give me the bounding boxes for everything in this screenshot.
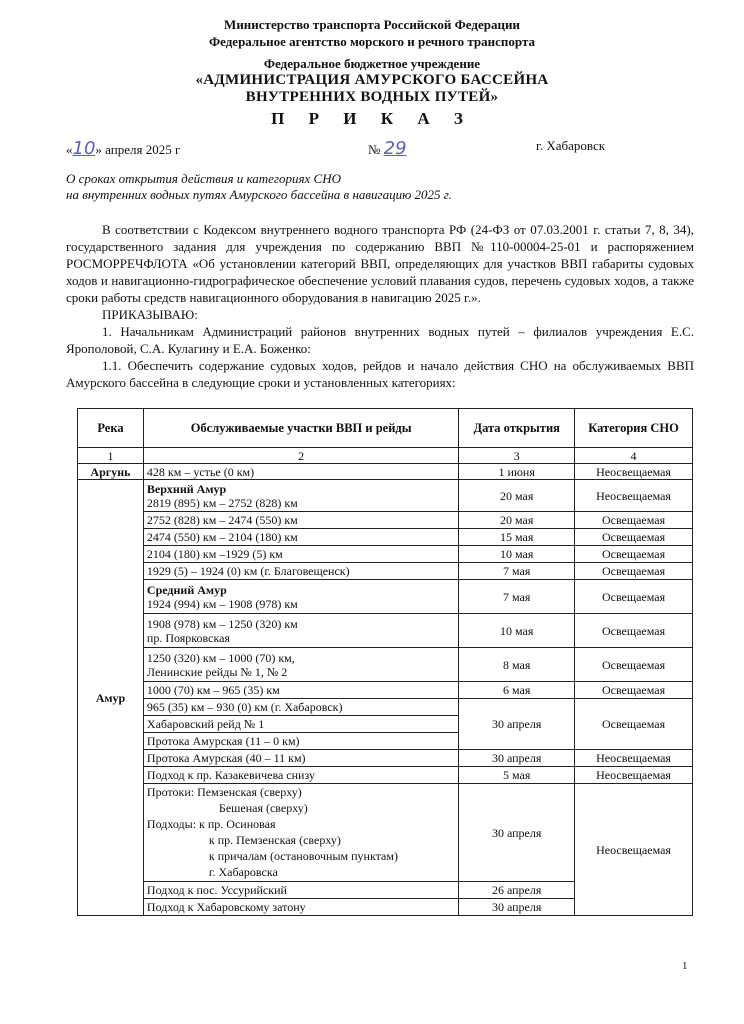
date-cell: 30 апреля bbox=[459, 750, 575, 767]
section-cell bbox=[143, 580, 458, 614]
channels-line: к причалам (остановочным пунктам) bbox=[208, 849, 398, 863]
date-cell: 30 апреля bbox=[459, 784, 575, 882]
upper-amur-title: Верхний Амур bbox=[146, 481, 227, 496]
order-body bbox=[66, 221, 694, 391]
section-cell: Подход к Хабаровскому затону bbox=[143, 899, 458, 916]
table-row bbox=[78, 580, 693, 614]
table-row bbox=[78, 480, 693, 512]
col-num-4: 4 bbox=[575, 448, 693, 464]
table-row bbox=[78, 648, 693, 682]
category-cell: Освещаемая bbox=[575, 682, 693, 699]
institution-type: Федеральное бюджетное учреждение bbox=[263, 56, 481, 71]
river-argun: Аргунь bbox=[78, 464, 144, 480]
date-cell: 10 мая bbox=[459, 614, 575, 648]
category-cell: Неосвещаемая bbox=[575, 480, 693, 512]
table-row bbox=[78, 784, 693, 882]
section-cell: Хабаровский рейд № 1 bbox=[143, 716, 458, 733]
table-row bbox=[78, 464, 693, 480]
col-num-2: 2 bbox=[143, 448, 458, 464]
section-cell bbox=[143, 614, 458, 648]
section-cell: 2104 (180) км –1929 (5) км bbox=[143, 546, 458, 563]
number-prefix: № bbox=[368, 142, 381, 157]
navigation-schedule-table bbox=[77, 408, 693, 916]
channels-line: г. Хабаровска bbox=[208, 865, 278, 879]
category-cell: Неосвещаемая bbox=[575, 464, 693, 480]
section-cell bbox=[143, 480, 458, 512]
handwritten-number: 29 bbox=[383, 138, 407, 159]
section-cell: 965 (35) км – 930 (0) км (г. Хабаровск) bbox=[143, 699, 458, 716]
category-cell: Освещаемая bbox=[575, 529, 693, 546]
date-cell: 7 мая bbox=[459, 563, 575, 580]
header-category: Категория СНО bbox=[575, 409, 693, 448]
col-num-1: 1 bbox=[78, 448, 144, 464]
section-text: Ленинские рейды № 1, № 2 bbox=[146, 664, 288, 679]
date-cell: 30 апреля bbox=[459, 899, 575, 916]
date-cell: 6 мая bbox=[459, 682, 575, 699]
subject-line1: О сроках открытия действия и категориях СНО bbox=[66, 171, 341, 186]
section-cell: 2752 (828) км – 2474 (550) км bbox=[143, 512, 458, 529]
order-date bbox=[66, 138, 180, 159]
section-cell: Протока Амурская (40 – 11 км) bbox=[143, 750, 458, 767]
order-number bbox=[368, 138, 407, 159]
institution-name-line2: ВНУТРЕННИХ ВОДНЫХ ПУТЕЙ» bbox=[245, 89, 499, 105]
institution-name-line1: «АДМИНИСТРАЦИЯ АМУРСКОГО БАССЕЙНА bbox=[195, 72, 549, 88]
table-row bbox=[78, 699, 693, 716]
handwritten-day: 10 bbox=[72, 138, 96, 159]
section-text: 1924 (994) км – 1908 (978) км bbox=[146, 596, 298, 611]
category-cell: Неосвещаемая bbox=[575, 750, 693, 767]
order-city: г. Хабаровск bbox=[536, 138, 606, 153]
header-date: Дата открытия bbox=[459, 409, 575, 448]
item-1-1: 1.1. Обеспечить содержание судовых ходов, рейдов и начало действия СНО на обслуживаемых ВВП Амурского бассейна в следующие сроки и установленных категориях: bbox=[66, 358, 694, 390]
subject-line2: на внутренних водных путях Амурского бассейна в навигацию 2025 г. bbox=[66, 187, 452, 202]
date-cell: 30 апреля bbox=[459, 699, 575, 750]
section-cell bbox=[143, 784, 458, 882]
table-row bbox=[78, 750, 693, 767]
institution-name bbox=[0, 72, 744, 106]
item-1: 1. Начальникам Администраций районов внутренних водных путей – филиалов учреждения Е.С. Ярополовой, С.А. Кулагину и Е.А. Боженко: bbox=[66, 324, 694, 356]
section-text: пр. Поярковская bbox=[146, 630, 230, 645]
category-cell: Неосвещаемая bbox=[575, 784, 693, 916]
channels-line: к пр. Пемзенская (сверху) bbox=[208, 833, 341, 847]
date-rest: » апреля 2025 г bbox=[95, 142, 181, 157]
date-cell: 7 мая bbox=[459, 580, 575, 614]
ministry-name: Министерство транспорта Российской Федерации bbox=[224, 17, 520, 32]
section-cell: Протока Амурская (11 – 0 км) bbox=[143, 733, 458, 750]
section-cell: Подход к пос. Уссурийский bbox=[143, 882, 458, 899]
category-cell: Освещаемая bbox=[575, 614, 693, 648]
preamble-paragraph: В соответствии с Кодексом внутреннего водного транспорта РФ (24-ФЗ от 07.03.2001 г. статьи 7, 8, 34), государственного задания для учреждения по содержанию ВВП №110-00004-25-01 и распоряжением РОСМОРРЕЧФЛОТА «Об установлении категорий ВВП, определяющих для участков ВВП габариты судовых ходов и навигационно-гидрографическое обеспечение условий плавания судов, перечень судовых ходов, а также сроки работы средств навигационного оборудования в навигацию 2025 г.». bbox=[66, 222, 694, 305]
date-cell: 20 мая bbox=[459, 512, 575, 529]
table-row bbox=[78, 529, 693, 546]
category-cell: Неосвещаемая bbox=[575, 767, 693, 784]
section-cell: Подход к пр. Казакевичева снизу bbox=[143, 767, 458, 784]
section-text: 1908 (978) км – 1250 (320) км bbox=[146, 616, 298, 631]
category-cell: Освещаемая bbox=[575, 699, 693, 750]
section-text: 1250 (320) км – 1000 (70) км, bbox=[146, 650, 295, 665]
channels-line: Подходы: к пр. Осиновая bbox=[146, 817, 276, 831]
table-row bbox=[78, 563, 693, 580]
header-river: Река bbox=[78, 409, 144, 448]
table-row bbox=[78, 682, 693, 699]
section-cell: 1000 (70) км – 965 (35) км bbox=[143, 682, 458, 699]
header-section: Обслуживаемые участки ВВП и рейды bbox=[143, 409, 458, 448]
column-number-row bbox=[78, 448, 693, 464]
category-cell: Освещаемая bbox=[575, 546, 693, 563]
date-cell: 10 мая bbox=[459, 546, 575, 563]
table-header-row bbox=[78, 409, 693, 448]
document-type: П Р И К А З bbox=[271, 109, 473, 128]
table-row bbox=[78, 546, 693, 563]
section-cell: 2474 (550) км – 2104 (180) км bbox=[143, 529, 458, 546]
col-num-3: 3 bbox=[459, 448, 575, 464]
date-cell: 8 мая bbox=[459, 648, 575, 682]
category-cell: Освещаемая bbox=[575, 512, 693, 529]
category-cell: Освещаемая bbox=[575, 580, 693, 614]
agency-name: Федеральное агентство морского и речного транспорта bbox=[208, 34, 536, 49]
category-cell: Освещаемая bbox=[575, 648, 693, 682]
middle-amur-title: Средний Амур bbox=[146, 582, 227, 597]
section-cell: 1929 (5) – 1924 (0) км (г. Благовещенск) bbox=[143, 563, 458, 580]
section-cell bbox=[143, 648, 458, 682]
order-word: ПРИКАЗЫВАЮ: bbox=[102, 307, 198, 322]
section-text: 2819 (895) км – 2752 (828) км bbox=[146, 495, 298, 510]
channels-line: Бешеная (сверху) bbox=[218, 801, 308, 815]
river-amur: Амур bbox=[78, 480, 144, 916]
table-row bbox=[78, 512, 693, 529]
date-cell: 15 мая bbox=[459, 529, 575, 546]
date-cell: 1 июня bbox=[459, 464, 575, 480]
date-cell: 26 апреля bbox=[459, 882, 575, 899]
date-cell: 5 мая bbox=[459, 767, 575, 784]
page-number: 1 bbox=[682, 960, 688, 972]
channels-line: Протоки: Пемзенская (сверху) bbox=[146, 785, 302, 799]
date-quote: « bbox=[66, 142, 73, 157]
table-row bbox=[78, 614, 693, 648]
date-cell: 20 мая bbox=[459, 480, 575, 512]
order-subject bbox=[66, 171, 452, 203]
table-row bbox=[78, 767, 693, 784]
category-cell: Освещаемая bbox=[575, 563, 693, 580]
section-cell: 428 км – устье (0 км) bbox=[143, 464, 458, 480]
ministry-header bbox=[0, 16, 744, 50]
